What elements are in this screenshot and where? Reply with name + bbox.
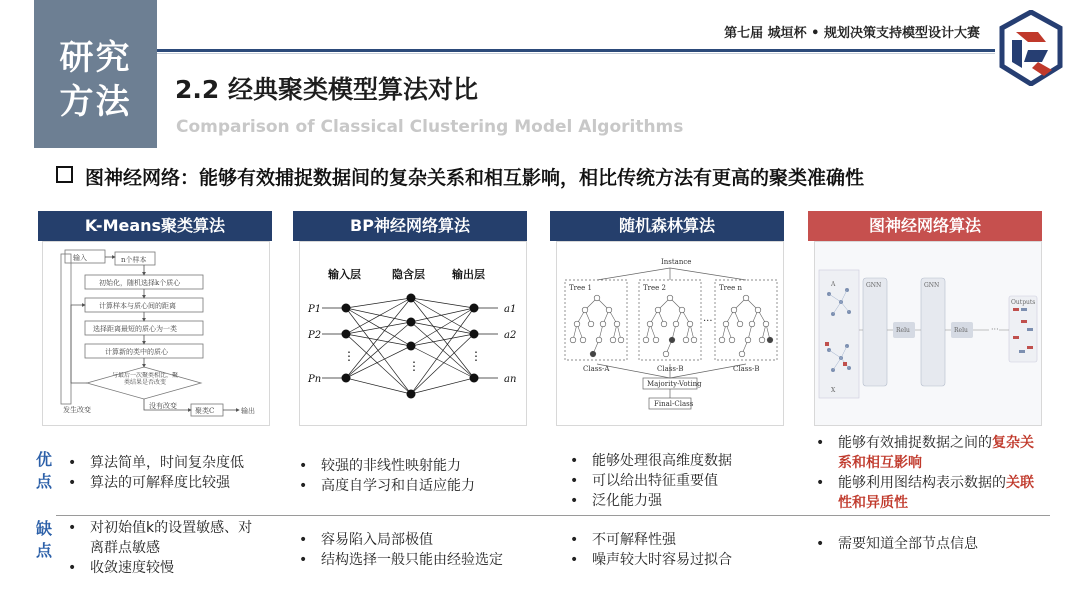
gnn-label-relu2: Relu bbox=[954, 327, 968, 334]
rf-class-b2: Class-B bbox=[733, 365, 760, 373]
km-step-assign: 选择距离最短的质心为一类 bbox=[93, 325, 177, 333]
bp-cons bbox=[297, 530, 542, 570]
svg-text:⋮: ⋮ bbox=[470, 349, 482, 363]
km-step-distance: 计算样本与质心间的距离 bbox=[99, 302, 176, 310]
bp-layer-hidden: 隐含层 bbox=[392, 268, 425, 281]
gnn-label-x: X bbox=[831, 387, 836, 394]
bp-hidden-node bbox=[407, 342, 416, 351]
rf-tree-node bbox=[594, 295, 600, 301]
list-item: • 结构选择一般只能由经验选定 bbox=[297, 550, 542, 570]
competition-logo-icon bbox=[998, 10, 1064, 86]
alg-header-gnn: 图神经网络算法 bbox=[808, 211, 1042, 241]
bp-input-node bbox=[342, 330, 351, 339]
rf-class-a: Class-A bbox=[583, 365, 610, 373]
list-item: • 能够处理很高维度数据 bbox=[568, 451, 788, 471]
random-forest-diagram bbox=[556, 241, 784, 426]
pros-label bbox=[36, 449, 58, 493]
rf-tree-node bbox=[745, 337, 751, 343]
rf-tree-2: Tree 2 bbox=[643, 284, 666, 292]
gnn-label-gnn1: GNN bbox=[866, 282, 882, 289]
rf-tree-node bbox=[763, 321, 769, 327]
rf-tree-node bbox=[655, 307, 661, 313]
rf-tree-node bbox=[687, 321, 693, 327]
cons-label bbox=[36, 518, 58, 562]
km-step-compare: 与最后一次聚类相比，聚类结果是否改变 bbox=[111, 372, 178, 386]
bp-layer-output: 输出层 bbox=[452, 268, 485, 281]
svg-text:⋮: ⋮ bbox=[343, 349, 355, 363]
rf-tree-node bbox=[610, 337, 616, 343]
header-rule-thin bbox=[157, 53, 995, 54]
rf-tree-node bbox=[574, 321, 580, 327]
rf-tree-node bbox=[673, 321, 679, 327]
rf-tree-node bbox=[743, 295, 749, 301]
rf-final-class: Final-Class bbox=[654, 400, 694, 408]
svg-text:···: ··· bbox=[991, 325, 999, 334]
bp-input-pn: Pn bbox=[308, 374, 322, 385]
bp-output-node bbox=[470, 374, 479, 383]
list-item: • 噪声较大时容易过拟合 bbox=[568, 550, 788, 570]
list-item: • 较强的非线性映射能力 bbox=[297, 456, 537, 476]
rf-tree-node bbox=[588, 321, 594, 327]
rf-tree-node bbox=[661, 321, 667, 327]
svg-text:···: ··· bbox=[703, 316, 713, 327]
bp-pros bbox=[297, 456, 537, 496]
gnn-label-outputs: Outputs bbox=[1011, 299, 1036, 306]
rf-instance: Instance bbox=[661, 258, 692, 266]
list-item: • 收敛速度较慢 bbox=[66, 558, 266, 578]
slide-title: 2.2 经典聚类模型算法对比 bbox=[175, 75, 478, 104]
pros-label-1: 优 bbox=[36, 450, 53, 469]
kmeans-cons bbox=[66, 518, 266, 578]
rf-tree-node bbox=[759, 337, 765, 343]
list-item: • 对初始值k的设置敏感、对离群点敏感 bbox=[66, 518, 266, 558]
rf-tree-node bbox=[653, 337, 659, 343]
rf-tree-node bbox=[755, 307, 761, 313]
gnn-pro-2-highlight: 关联性和异质性 bbox=[838, 475, 1034, 511]
cons-label-2: 点 bbox=[36, 541, 53, 560]
gnn-pros bbox=[814, 433, 1046, 513]
rf-tree-node bbox=[596, 337, 602, 343]
section-label-line1: 研究 bbox=[59, 38, 132, 78]
rf-tree-node bbox=[729, 337, 735, 343]
km-label-unchanged: 没有改变 bbox=[149, 402, 177, 410]
rf-tree-node bbox=[767, 337, 773, 343]
gnn-pro-1-highlight: 复杂关系和相互影响 bbox=[838, 435, 1034, 471]
rf-tree-node bbox=[669, 337, 675, 343]
rf-tree-node bbox=[749, 321, 755, 327]
gnn-label-a: A bbox=[831, 281, 836, 288]
bp-hidden-node bbox=[407, 390, 416, 399]
rf-tree-node bbox=[580, 337, 586, 343]
rf-tree-node bbox=[647, 321, 653, 327]
rf-tree-node bbox=[590, 351, 596, 357]
gnn-pro-2-text: 能够利用图结构表示数据的 bbox=[838, 475, 1006, 491]
section-label-line2: 方法 bbox=[59, 82, 132, 122]
km-step-init: 初始化，随机选择k个质心 bbox=[99, 279, 181, 287]
rf-tree-node bbox=[723, 321, 729, 327]
rf-tree-node bbox=[614, 321, 620, 327]
list-item: • 可以给出特征重要值 bbox=[568, 471, 788, 491]
rf-tree-node bbox=[582, 307, 588, 313]
alg-header-bp: BP神经网络算法 bbox=[293, 211, 527, 241]
rf-tree-node bbox=[600, 321, 606, 327]
bp-output-node bbox=[470, 304, 479, 313]
km-step-input: 输入 bbox=[73, 254, 87, 262]
pros-cons-divider bbox=[56, 515, 1050, 516]
bp-output-a1: a1 bbox=[504, 304, 517, 315]
rf-tree-node bbox=[667, 295, 673, 301]
rf-tree-node bbox=[691, 337, 697, 343]
competition-name: 第七届 城垣杯 • 规划决策支持模型设计大赛 bbox=[724, 26, 980, 41]
rf-class-b1: Class-B bbox=[657, 365, 684, 373]
bp-input-p1: P1 bbox=[308, 304, 322, 315]
bp-input-p2: P2 bbox=[308, 330, 322, 341]
slide-subtitle: Comparison of Classical Clustering Model Algorithms bbox=[176, 117, 684, 137]
rf-tree-n: Tree n bbox=[719, 284, 743, 292]
km-label-changed: 发生改变 bbox=[63, 406, 91, 414]
gnn-cons bbox=[814, 534, 1046, 554]
list-item: • 算法的可解释度比较强 bbox=[66, 473, 286, 493]
list-item bbox=[814, 433, 1046, 473]
headline-text: 图神经网络：能够有效捕捉数据间的复杂关系和相互影响，相比传统方法有更高的聚类准确性 bbox=[85, 167, 865, 189]
checkbox-square-icon bbox=[56, 166, 73, 183]
rf-majority-voting: Majority-Voting bbox=[647, 380, 702, 388]
bp-output-node bbox=[470, 330, 479, 339]
bp-input-node bbox=[342, 374, 351, 383]
section-label bbox=[34, 36, 157, 124]
rf-tree-node bbox=[643, 337, 649, 343]
gnn-label-relu1: Relu bbox=[896, 327, 910, 334]
km-step-cluster: 聚类C bbox=[195, 407, 215, 415]
gnn-pro-1-text: 能够有效捕捉数据之间的 bbox=[838, 435, 992, 451]
rf-tree-1: Tree 1 bbox=[569, 284, 592, 292]
rf-tree-node bbox=[719, 337, 725, 343]
rf-tree-node bbox=[570, 337, 576, 343]
bp-input-node bbox=[342, 304, 351, 313]
kmeans-flowchart bbox=[42, 241, 270, 426]
bp-hidden-node bbox=[407, 294, 416, 303]
bp-hidden-node bbox=[407, 318, 416, 327]
rf-tree-node bbox=[663, 351, 669, 357]
km-step-output: 输出 bbox=[241, 407, 255, 415]
gnn-label-gnn2: GNN bbox=[924, 282, 940, 289]
list-item: • 需要知道全部节点信息 bbox=[814, 534, 1046, 554]
headline bbox=[56, 163, 864, 190]
list-item: • 算法简单，时间复杂度低 bbox=[66, 453, 286, 473]
rf-tree-node bbox=[606, 307, 612, 313]
rf-tree-node bbox=[679, 307, 685, 313]
list-item: • 泛化能力强 bbox=[568, 491, 788, 511]
bp-output-an: an bbox=[504, 374, 517, 385]
rf-tree-node bbox=[618, 337, 624, 343]
list-item bbox=[814, 473, 1046, 513]
alg-header-kmeans: K-Means聚类算法 bbox=[38, 211, 272, 241]
bp-layer-input: 输入层 bbox=[328, 268, 361, 281]
rf-tree-node bbox=[737, 321, 743, 327]
gnn-diagram bbox=[814, 241, 1042, 426]
alg-header-rf: 随机森林算法 bbox=[550, 211, 784, 241]
rf-tree-node bbox=[683, 337, 689, 343]
rf-tree-node bbox=[739, 351, 745, 357]
bp-network-diagram bbox=[299, 241, 527, 426]
rf-tree-node bbox=[731, 307, 737, 313]
rf-cons bbox=[568, 530, 788, 570]
svg-text:⋮: ⋮ bbox=[408, 359, 420, 373]
km-step-samples: n个样本 bbox=[121, 256, 147, 264]
header-rule bbox=[157, 49, 995, 52]
rf-pros bbox=[568, 451, 788, 511]
km-step-recompute: 计算新的类中的质心 bbox=[105, 348, 168, 356]
cons-label-1: 缺 bbox=[36, 519, 53, 538]
list-item: • 高度自学习和自适应能力 bbox=[297, 476, 537, 496]
pros-label-2: 点 bbox=[36, 472, 53, 491]
kmeans-pros bbox=[66, 453, 286, 493]
list-item: • 容易陷入局部极值 bbox=[297, 530, 542, 550]
list-item: • 不可解释性强 bbox=[568, 530, 788, 550]
bp-output-a2: a2 bbox=[504, 330, 517, 341]
